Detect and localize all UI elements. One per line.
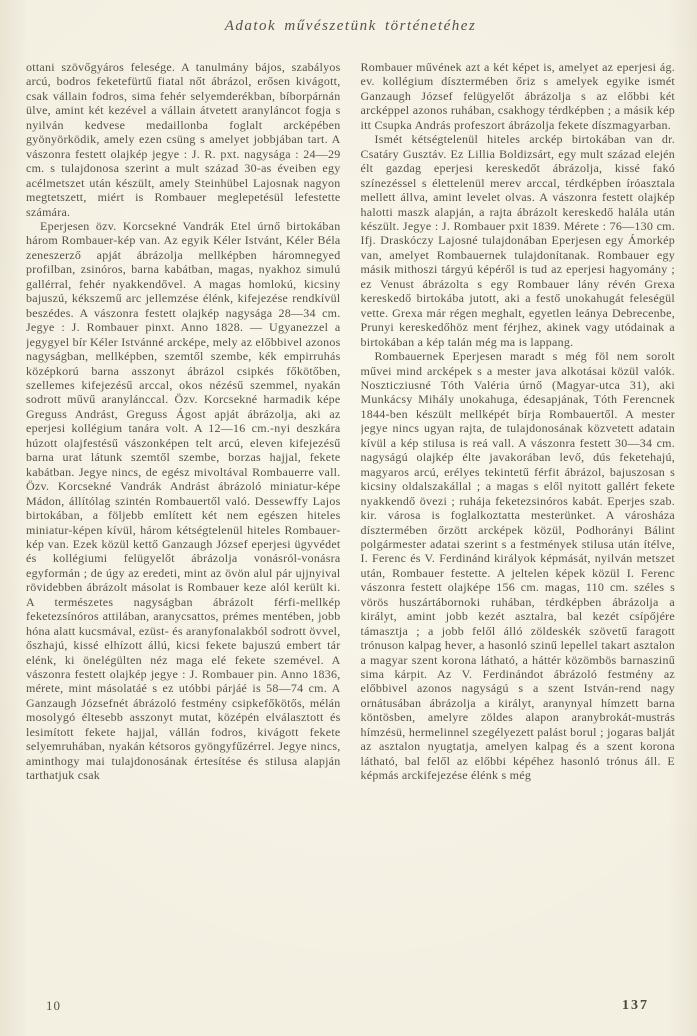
paragraph: Rombauernek Eperjesen maradt s még föl nem sorolt művei mind arcképek s a mester java alkotásai közül valók. Noszticziusné Tóth Valéria úrnő (Magyar-utca 31), aki Munkácsy Mihály unokahuga, édesapjának, Tóth Ferencnek 1844-ben készült mellképét bírja Rombauertől. A mester jegye nincs ugyan rajta, de tulajdonosának közvetett adatain kívül a kép stilusa is reá vall. A vászonra festett 30—34 cm. nagyságú olajkép élte javakorában levő, dús feketehajú, magyaros arcú, erélyes tekintetű férfit ábrázol, bajuszosan s kicsiny oldalszakállal ; a magas s elől nyitott gallért fekete nyakkendő övezi ; ruhája feketezsinóros kabát. Eperjes szab. kir. városa is foglalkoztatta mesterünket. A városháza dísztermében őrzött arcképek közül, Podhorányi Bálint polgármester adatai szerint s a festmények stilusa után ítélve, I. Ferenc és V. Ferdinánd királyok képmását, nyilván metszet után, Rombauer festette. A jeltelen képek közül I. Ferenc vászonra festett olajképe 156 cm. magas, 110 cm. széles s vörös huszártábornoki ruhában, térdképben ábrázolja a királyt, amint jobb kezét asztalra, bal kezét csípőjére támasztja ; a jobb felől álló zöldeskék szövetű faragott trónuson kalpag hever, a hasonló szinű lepellel takart asztalon a magyar szent korona látható, a háttér közömbös barnaszinű sima kárpit. Az V. Ferdinándot ábrázoló festmény az előbbivel azonos nagyságú s a szent István-rend nagy ornátusában ábrázolja a királyt, aranynyal hímzett barna köntösben, amelyre zöldes alapon aranybrokát-mustrás hímzésü, hermelinnel szegélyezett palást borul ; jogaras balját az asztalon nyugtatja, amelyen kalpag és a szent korona látható, bal felől az előbbi képéhez hasonló trónus áll. E képmás arckifejezése élénk s még [360,349,675,783]
running-header: Adatok művészetünk történetéhez [224,18,477,34]
paragraph: Ismét kétségtelenül hiteles arckép birtokában van dr. Csatáry Gusztáv. Ez Lillia Boldizsárt, egy mult század elején élt gazdag eperjesi kereskedőt ábrázolja, kissé fakó színezéssel s élettelenül merev arccal, térdképben íróasztala mellett állva, amint levelet olvas. A vászonra festett olajkép halotti maszk alapján, a rajta ábrázolt kereskedő halála után készült. Jegye : J. Rombauer pxit 1839. Mérete : 76—130 cm. Ifj. Draskóczy Lajosné tulajdonában Eperjesen egy Ámorkép van, amelyet Rombauernek tulajdonítanak. Rombauer egy másik mithoszi tárgyú képéről is tud az eperjesi hagyomány ; ez Venust ábrázolta s egy Rombauer lány révén Grexa kereskedő birtokába jutott, aki a festő unokahugát feleségül vette. Grexa már régen meghalt, egyetlen leánya Debrecenbe, Prunyi kereskedőhöz ment férjhez, akinek vagy utódainak a birtokában a kép talán még ma is lappang. [360,132,675,349]
text-columns [26,60,675,994]
paragraph: ottani szövőgyáros felesége. A tanulmány bájos, szabályos arcú, bodros feketefürtű fiatal nőt ábrázol, erősen kivágott, csak vállain fodros, sima fehér selyemderékban, bíborpárnán ülve, amint két kezével a vállain átvetett aranyláncot fogja s nyilván kedvese medaillonba foglalt arcképében gyönyörködik, amely ezen csüng s amelyet jobbjában tart. A vászonra festett olajkép jegye : J. R. pxt. nagysága : 24—29 cm. s tulajdonosa szerint a mult század 30-as éveiben egy acélmetszet után készült, amely Steinhübel Lajosnak nagyon megtetszett, miért is Rombauer meglepetésül lefestette számára. [26,60,341,219]
paragraph: Rombauer művének azt a két képet is, amelyet az eperjesi ág. ev. kollégium dísztermében őriz s amelyek egyike ismét Ganzaugh József felügyelőt ábrázolja s az előbbi két arcképpel azonos ruhában, csakhogy térdképben ; a másik kép itt Csupka András profeszort ábrázolja fekete díszmagyarban. [360,60,675,132]
right-column [361,60,676,994]
paragraph: Eperjesen özv. Korcsekné Vandrák Etel úrnő birtokában három Rombauer-kép van. Az egyik Kéler Istvánt, Kéler Béla zeneszerző apját ábrázolja mellképben háromnegyed profilban, zsinóros, barna kabátban, magas, nyakhoz simulú gallérral, fehér nyakkendővel. A magas homlokú, kicsiny bajuszú, kékszemű arc jellemzése élénk, kifejezése rendkívül beszédes. A vászonra festett olajkép nagysága 28—34 cm. Jegye : J. Rombauer pinxt. Anno 1828. — Ugyanezzel a jegygyel bír Kéler Istvánné arcképe, mely az előbbivel azonos nagyságban, mellképben, szemtől szembe, kék empirruhás középkorú barna asszonyt ábrázol csipkés főkötőben, szellemes kifejezésű arccal, okos nézésű szemmel, nyakán sodrott művű aranylánccal. Özv. Korcsekné harmadik képe Greguss Andrást, Greguss Ágost apját ábrázolja, aki az eperjesi kollégium tanára volt. A 12—16 cm.-nyi deszkára húzott olajfestésű vászonképen telt arcú, eleven kifejezésű barna urat látunk szemtől szembe, borzas hajjal, fekete kabátban. Jegye nincs, de egész mivoltával Rombauerre vall. Özv. Korcsekné Vandrák Andrást ábrázoló miniatur-képe Mádon, állítólag szintén Rombauertől való. Dessewffy Lajos birtokában, a följebb említett két nem egészen hiteles miniatur-képen kívül, három kétségtelenül hiteles Rombauer-kép van. Ezek közül kettő Ganzaugh József eperjesi ügyvédet és kollégiumi felügyelőt ábrázolja vonásról-vonásra egyformán ; de úgy az eredeti, mint az övön alul pár ujjnyival rövidebben ábrázolt másolat is Rombauer keze alól került ki. A természetes nagyságban ábrázolt férfi-mellkép feketezsínóros attilában, aranycsattos, prémes mentében, jobb hóna alatt kucsmával, ezüst- és aranyfonalakból sodrott övvel, őszhajú, kissé elhízott állú, kicsi fekete bajuszú embert tár elénk, ki önelégülten néz maga elé fekete szemével. A vászonra festett olajkép jegye : J. Rombauer pin. Anno 1836, mérete, mint másolatáé s ez utóbbi párjáé is 58—74 cm. A Ganzaugh Józsefnét ábrázoló festmény csipkefőkötős, mélán mosolygó éltesebb asszonyt mutat, középén elválasztott és lesimított fekete hajjal, vállán fodros, kivágott fekete selyemruhában, nyakán kétsoros gyöngyfűzérrel. Jegye nincs, aminthogy mai tulajdonosának értesítése és stilusa alapján tarthatjuk csak [26,218,341,783]
left-column [26,60,341,994]
page-number-right: 137 [622,998,649,1013]
page-number-left: 10 [46,998,61,1013]
page-footer [26,998,675,1014]
